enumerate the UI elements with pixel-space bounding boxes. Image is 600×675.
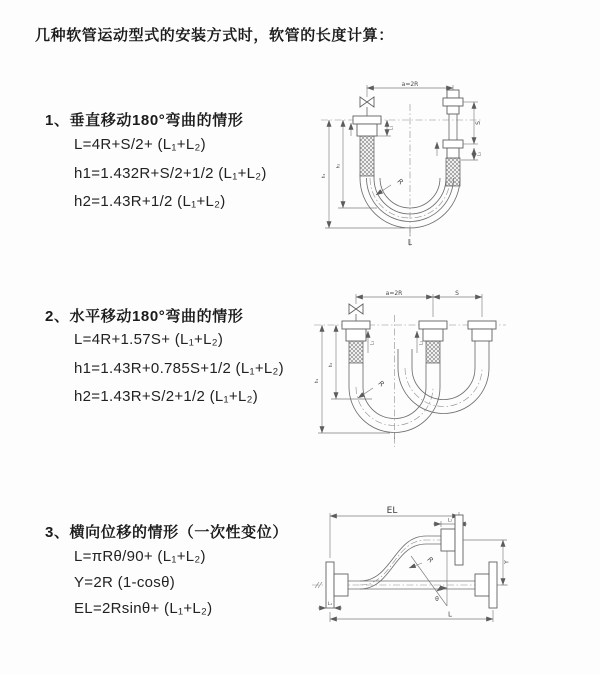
dim-label-theta: θ <box>435 596 439 603</box>
dim-label-end2: L₂ <box>447 518 453 524</box>
right-flange-straight <box>475 562 497 608</box>
dim-label-travel: S <box>455 290 459 297</box>
dim-label-radius: R <box>425 555 435 565</box>
dimension-end1 <box>318 601 342 608</box>
formula-line: Y=2R (1-cosθ) <box>74 574 176 591</box>
dim-label-h2: h₂ <box>329 362 334 368</box>
dimension-length <box>330 610 493 622</box>
diagram-horizontal-180-bend <box>310 287 590 459</box>
dimension-span <box>367 81 453 97</box>
dim-label-end2: L₂ <box>477 151 483 157</box>
left-flange-riser <box>353 116 381 178</box>
dim-label-end1: L₁ <box>370 340 376 346</box>
dim-label-length: L <box>448 610 452 619</box>
braided-hose-section <box>426 341 440 363</box>
formula-line: L=4R+1.57S+ (L₁+L₂) <box>74 331 224 348</box>
formula-line: L=4R+S/2+ (L₁+L₂) <box>74 136 206 153</box>
diagram-lateral-displacement <box>310 500 595 640</box>
dim-label-h2: h₂ <box>336 163 342 169</box>
valve-icon <box>360 97 374 116</box>
radius-callout <box>358 379 386 398</box>
formula-line: EL=2Rsinθ+ (L₁+L₂) <box>74 600 213 617</box>
dim-label-h1: h₁ <box>322 173 327 179</box>
dimension-span <box>356 290 482 317</box>
formula-line: h1=1.43R+0.785S+1/2 (L₁+L₂) <box>74 360 284 377</box>
right-flange-riser <box>443 90 463 186</box>
dimension-el <box>330 506 459 558</box>
page-title: 几种软管运动型式的安装方式时，软管的长度计算： <box>35 27 394 44</box>
right-flange-riser <box>468 321 496 368</box>
dim-label-length: L <box>407 238 413 247</box>
angle-construction <box>411 542 447 606</box>
dim-label-span: a=2R <box>401 81 419 88</box>
formula-line: L=πRθ/90+ (L₁+L₂) <box>74 548 206 565</box>
dim-label-radius: R <box>395 177 405 187</box>
braided-hose-section <box>349 341 363 363</box>
braided-hose-section <box>360 136 374 176</box>
dim-label-h1: h₁ <box>315 378 320 384</box>
section-2-heading: 2、水平移动180°弯曲的情形 <box>45 308 244 325</box>
radius-callout <box>409 555 435 568</box>
braided-hose-section <box>446 158 460 186</box>
length-callout <box>408 228 413 247</box>
dimension-end2 <box>461 148 483 160</box>
dimension-end1 <box>368 331 376 353</box>
middle-flange-riser <box>419 321 447 387</box>
dim-label-el: EL <box>386 506 398 516</box>
dimension-travel <box>463 102 482 144</box>
dim-label-end1: L₁ <box>327 602 333 607</box>
dim-label-travel: S <box>475 121 482 125</box>
formula-line: h2=1.43R+1/2 (L₁+L₂) <box>74 193 226 210</box>
section-1-heading: 1、垂直移动180°弯曲的情形 <box>45 112 244 129</box>
diagram-vertical-180-bend <box>315 78 590 256</box>
valve-icon <box>349 304 363 321</box>
dim-label-offset-y: Y <box>503 560 511 564</box>
dim-label-span: a=2R <box>385 290 403 297</box>
formula-line: h2=1.43R+S/2+1/2 (L₁+L₂) <box>74 388 259 405</box>
dim-label-radius: R <box>376 379 386 389</box>
dim-label-end1: L₁ <box>389 125 395 131</box>
formula-line: h1=1.432R+S/2+1/2 (L₁+L₂) <box>74 165 267 182</box>
dim-label-end2: L₂ <box>419 340 425 346</box>
section-3-heading: 3、横向位移的情形（一次性变位） <box>45 524 288 541</box>
left-flange-riser <box>342 321 370 387</box>
